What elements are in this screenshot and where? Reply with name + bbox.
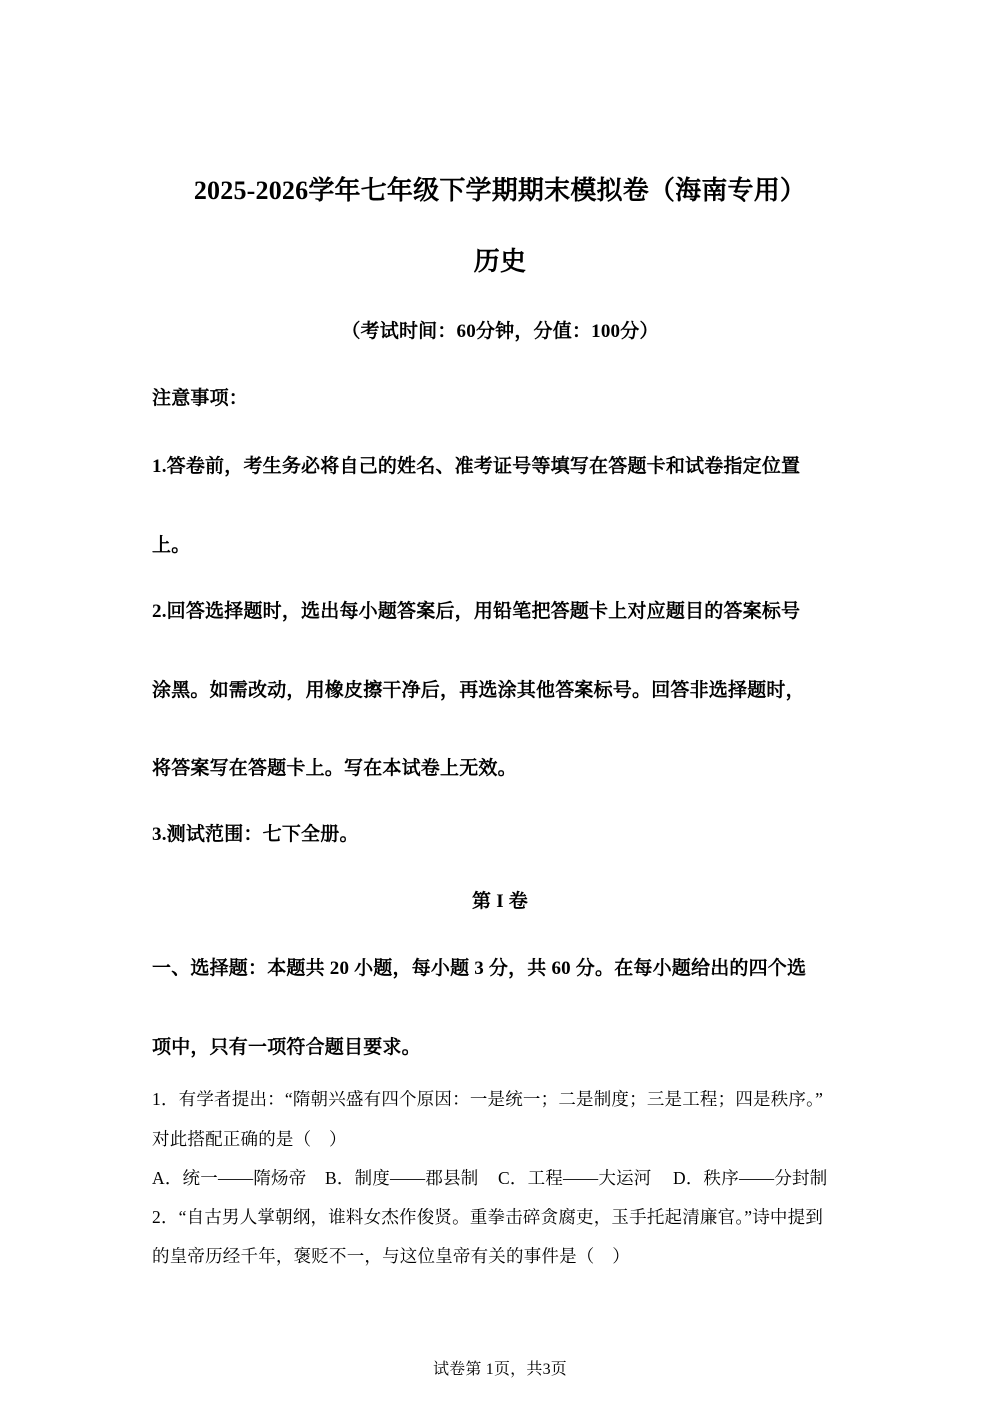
notice-item-1-line-1: 1.答卷前，考生务必将自己的姓名、准考证号等填写在答题卡和试卷指定位置: [152, 456, 801, 477]
exam-title: 2025-2026学年七年级下学期期末模拟卷（海南专用）: [193, 176, 807, 205]
subject-title: 历史: [473, 247, 527, 276]
question-2-line-2: 的皇帝历经千年，褒贬不一，与这位皇帝有关的事件是（ ）: [152, 1246, 630, 1266]
volume-label: 第 I 卷: [472, 891, 528, 912]
notice-item-3: 3.测试范围：七下全册。: [152, 824, 359, 845]
exam-info: （考试时间：60分钟，分值：100分）: [341, 321, 659, 342]
notice-item-1-line-2: 上。: [152, 535, 191, 556]
option-b[interactable]: B．制度——郡县制: [325, 1168, 479, 1188]
notice-heading: 注意事项：: [152, 388, 249, 409]
question-1-options: [152, 1165, 852, 1190]
page-footer: 试卷第 1页，共3页: [432, 1361, 567, 1378]
notice-item-2-line-2: 涂黑。如需改动，用橡皮擦干净后，再选涂其他答案标号。回答非选择题时，: [152, 680, 805, 701]
notice-item-2-line-3: 将答案写在答题卡上。写在本试卷上无效。: [152, 758, 517, 779]
option-a[interactable]: A．统一——隋炀帝: [152, 1168, 307, 1188]
option-c[interactable]: C．工程——大运河: [498, 1168, 652, 1188]
option-d[interactable]: D．秩序——分封制: [673, 1168, 828, 1188]
question-1-line-1: 1．有学者提出：“隋朝兴盛有四个原因：一是统一；二是制度；三是工程；四是秩序。”: [152, 1089, 824, 1109]
question-2-line-1: 2．“自古男人掌朝纲，谁料女杰作俊贤。重拳击碎贪腐吏，玉手托起清廉官。”诗中提到: [152, 1207, 824, 1227]
section-1-line-1: 一、选择题：本题共 20 小题，每小题 3 分，共 60 分。在每小题给出的四个选: [152, 958, 807, 979]
notice-item-2-line-1: 2.回答选择题时，选出每小题答案后，用铅笔把答题卡上对应题目的答案标号: [152, 601, 801, 622]
question-1-line-2: 对此搭配正确的是（ ）: [152, 1129, 347, 1149]
section-1-line-2: 项中，只有一项符合题目要求。: [152, 1037, 421, 1058]
